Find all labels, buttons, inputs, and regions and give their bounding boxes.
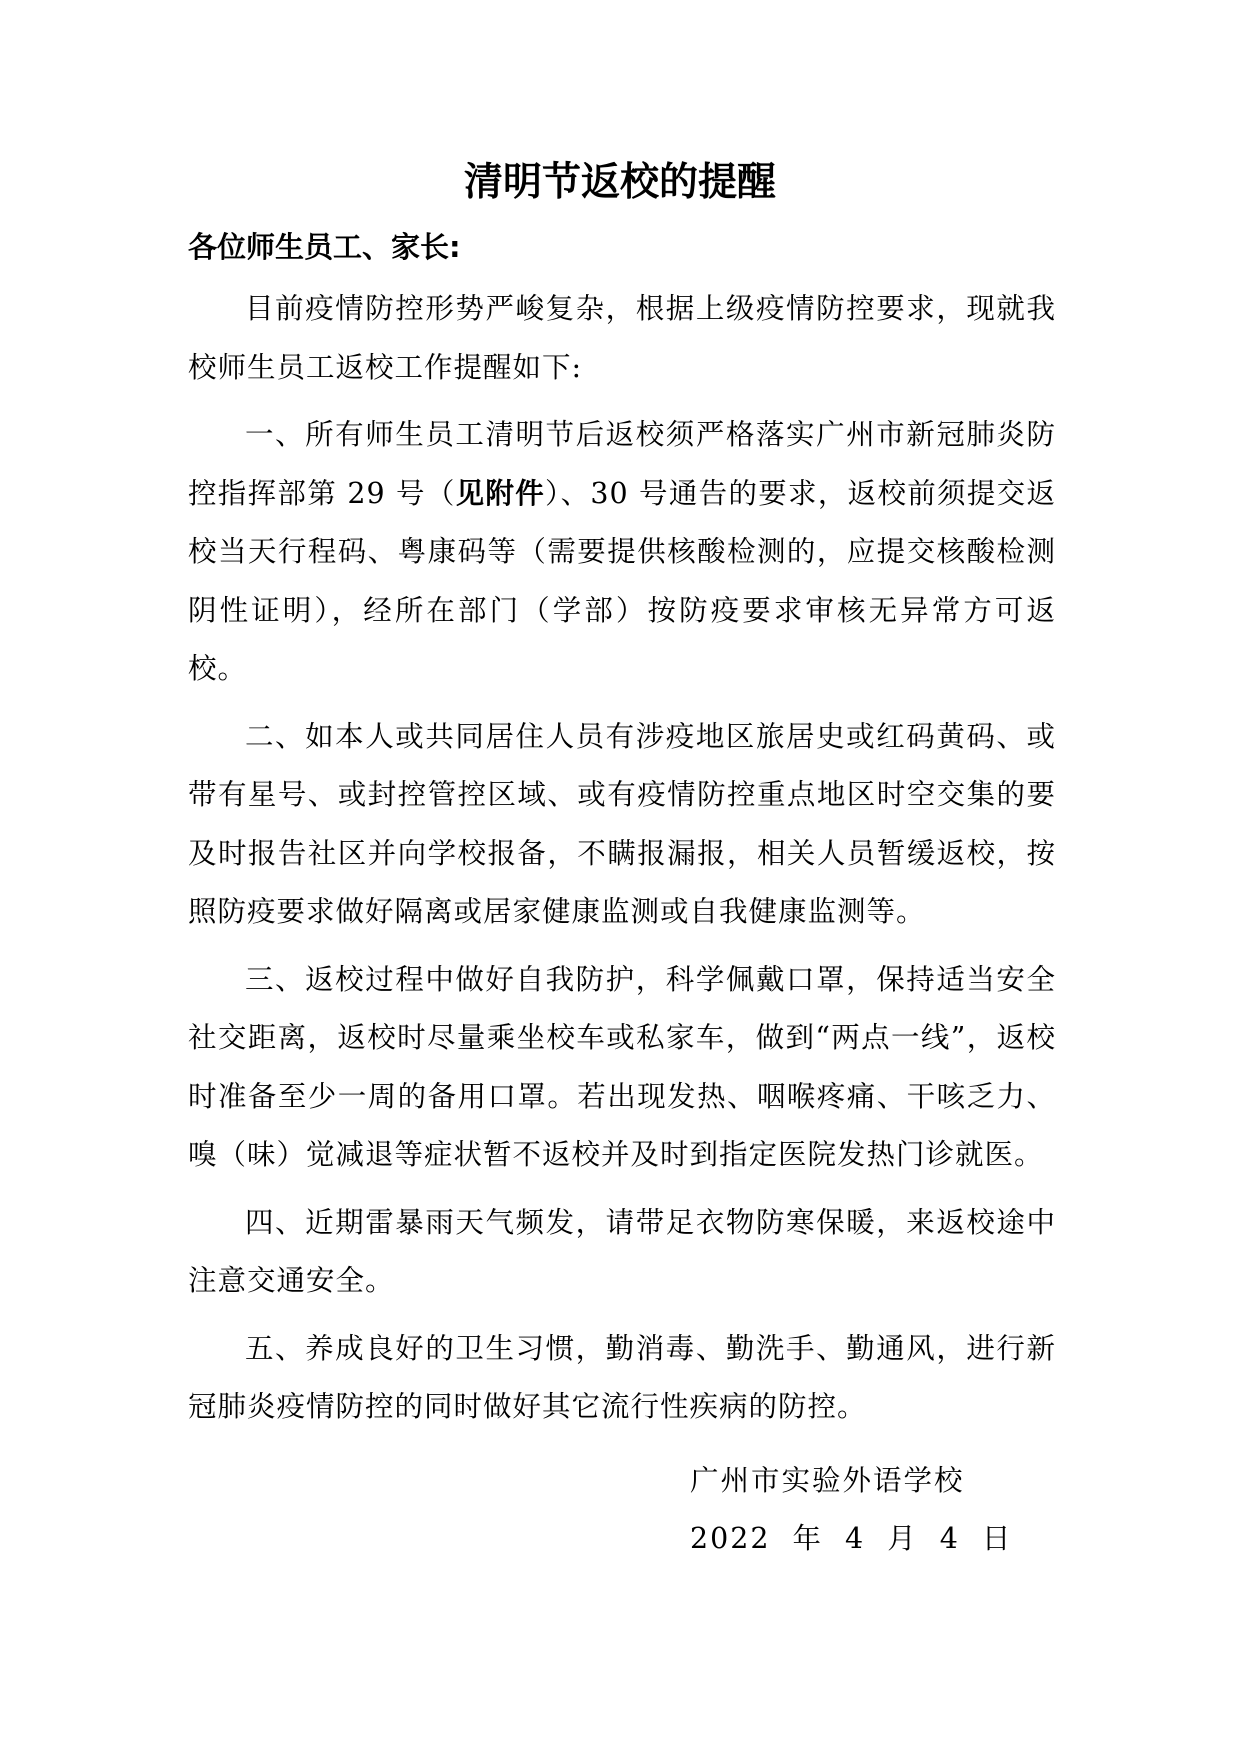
signature-date bbox=[690, 1510, 1034, 1568]
date-year-unit: 年 bbox=[792, 1522, 824, 1555]
salutation: 各位师生员工、家长: bbox=[188, 230, 461, 264]
document-body bbox=[188, 280, 1056, 1446]
item-2-paragraph: 二、如本人或共同居住人员有涉疫地区旅居史或红码黄码、或带有星号、或封控管控区域、或有疫情防控重点地区时空交集的要及时报告社区并向学校报备，不瞒报漏报，相关人员暂缓返校，按照防疫要求做好隔离或居家健康监测或自我健康监测等。 bbox=[188, 719, 1056, 928]
date-year: 2022 bbox=[690, 1522, 771, 1555]
signature-block bbox=[690, 1452, 1034, 1568]
date-month-unit: 月 bbox=[887, 1522, 918, 1555]
item-1-text-before: 一、所有师生员工清明节后返校须严格落实广州市新冠肺炎防控指挥部第 29 号（ bbox=[188, 418, 1056, 510]
item-1-paragraph bbox=[188, 406, 1056, 699]
item-5-paragraph: 五、养成良好的卫生习惯，勤消毒、勤洗手、勤通风，进行新冠肺炎疫情防控的同时做好其它流行性疾病的防控。 bbox=[188, 1331, 1056, 1423]
item-1-text-after: ）、30 号通告的要求，返校前须提交返校当天行程码、粤康码等（需要提供核酸检测的，应提交核酸检测阴性证明），经所在部门（学部）按防疫要求审核无异常方可返校。 bbox=[188, 476, 1056, 685]
item-3-paragraph: 三、返校过程中做好自我防护，科学佩戴口罩，保持适当安全社交距离，返校时尽量乘坐校车或私家车，做到“两点一线”，返校时准备至少一周的备用口罩。若出现发热、咽喉疼痛、干咳乏力、嗅（味）觉减退等症状暂不返校并及时到指定医院发热门诊就医。 bbox=[188, 962, 1056, 1171]
date-month: 4 bbox=[845, 1522, 866, 1555]
item-4-paragraph: 四、近期雷暴雨天气频发，请带足衣物防寒保暖，来返校途中注意交通安全。 bbox=[188, 1205, 1056, 1297]
document-title: 清明节返校的提醒 bbox=[463, 160, 776, 205]
intro-paragraph: 目前疫情防控形势严峻复杂，根据上级疫情防控要求，现就我校师生员工返校工作提醒如下: bbox=[188, 292, 1056, 384]
attachment-reference: 见附件 bbox=[455, 476, 546, 510]
date-day: 4 bbox=[939, 1522, 960, 1555]
signature-organization: 广州市实验外语学校 bbox=[690, 1464, 965, 1497]
date-day-unit: 日 bbox=[981, 1522, 1013, 1555]
